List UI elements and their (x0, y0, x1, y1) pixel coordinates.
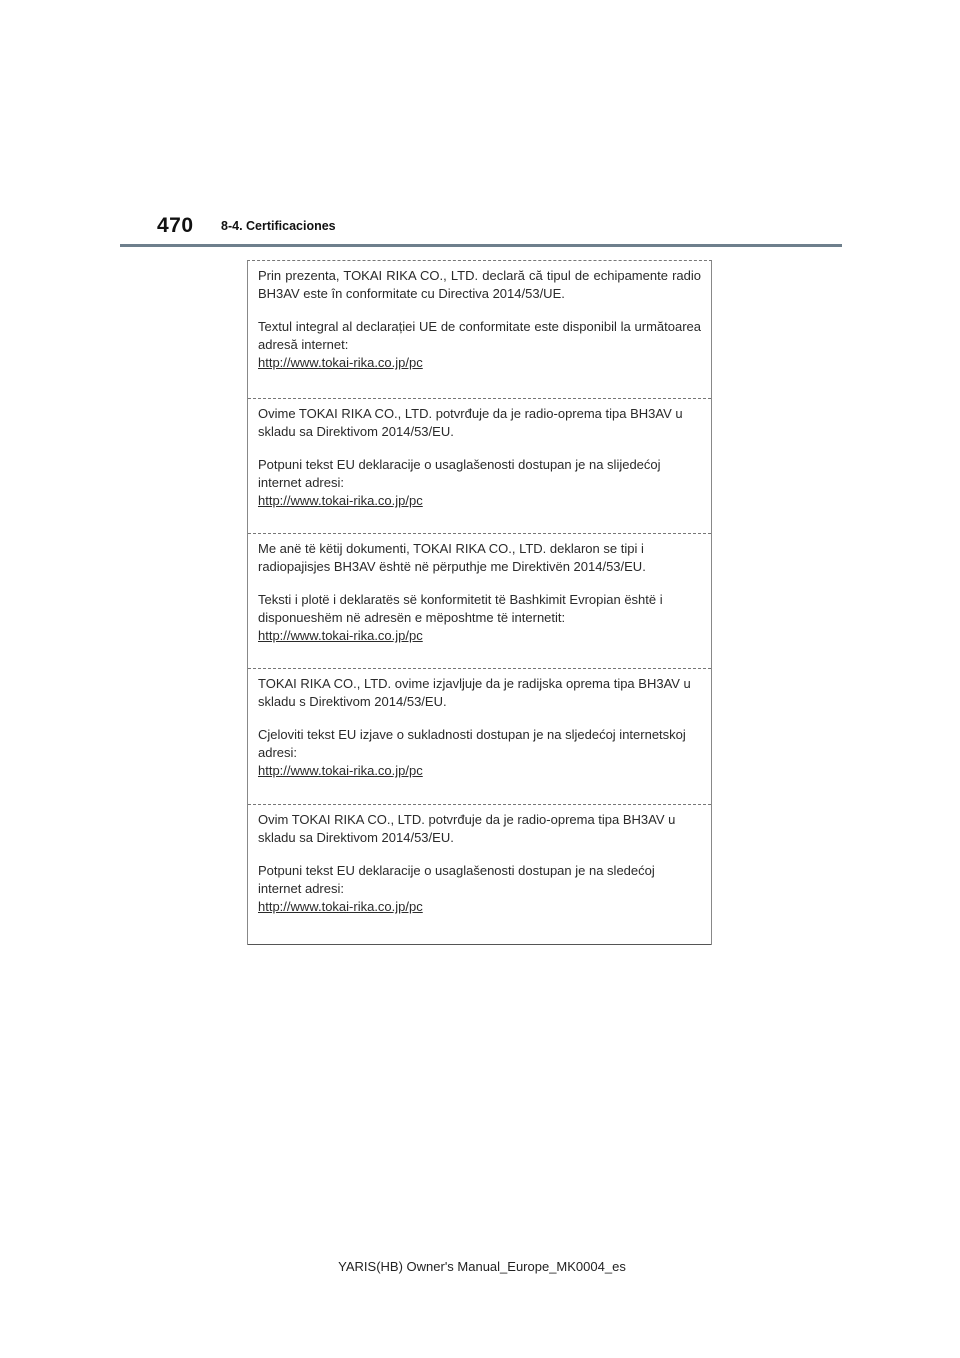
declaration-statement: Ovime TOKAI RIKA CO., LTD. potvrđuje da je radio-oprema tipa BH3AV u skladu sa Direktivom 2014/53/EU. (258, 406, 683, 439)
declaration-statement: Ovim TOKAI RIKA CO., LTD. potvrđuje da je radio-oprema tipa BH3AV u skladu sa Direktivom 2014/53/EU. (258, 812, 676, 845)
declaration-block-albanian (248, 534, 711, 669)
declarations-box (247, 260, 712, 945)
declaration-statement: Prin prezenta, TOKAI RIKA CO., LTD. declară că tipul de echipamente radio BH3AV este în conformitate cu Directiva 2014/53/UE. (258, 268, 701, 301)
declaration-statement: Me anë të këtij dokumenti, TOKAI RIKA CO., LTD. deklaron se tipi i radiopajisjes BH3AV është në përputhje me Direktivën 2014/53/EU. (258, 541, 646, 574)
declaration-link[interactable]: http://www.tokai-rika.co.jp/pc (258, 493, 423, 508)
declaration-availability: Potpuni tekst EU deklaracije o usaglašenosti dostupan je na slijedećoj internet adresi: (258, 457, 661, 490)
page-footer: YARIS(HB) Owner's Manual_Europe_MK0004_es (338, 1259, 626, 1274)
declaration-statement: TOKAI RIKA CO., LTD. ovime izjavljuje da je radijska oprema tipa BH3AV u skladu s Direktivom 2014/53/EU. (258, 676, 691, 709)
section-title: 8-4. Certificaciones (221, 219, 336, 233)
declaration-link[interactable]: http://www.tokai-rika.co.jp/pc (258, 899, 423, 914)
declaration-block-croatian (248, 669, 711, 805)
declaration-link[interactable]: http://www.tokai-rika.co.jp/pc (258, 628, 423, 643)
declaration-block-bosnian (248, 399, 711, 534)
declaration-availability: Cjeloviti tekst EU izjave o sukladnosti dostupan je na sljedećoj internetskoj adresi: (258, 727, 686, 760)
declaration-block-serbian (248, 805, 711, 945)
declaration-availability: Potpuni tekst EU deklaracije o usaglašenosti dostupan je na sledećoj internet adresi: (258, 863, 655, 896)
page-number: 470 (157, 214, 194, 237)
header-rule (120, 244, 842, 247)
declaration-availability: Teksti i plotë i deklaratës së konformitetit të Bashkimit Evropian është i disponueshëm në adresën e mëposhtme të internetit: (258, 592, 663, 625)
declaration-link[interactable]: http://www.tokai-rika.co.jp/pc (258, 355, 423, 370)
declaration-availability: Textul integral al declarației UE de conformitate este disponibil la următoarea adresă internet: (258, 319, 701, 352)
declaration-block-romanian (248, 261, 711, 399)
declaration-link[interactable]: http://www.tokai-rika.co.jp/pc (258, 763, 423, 778)
